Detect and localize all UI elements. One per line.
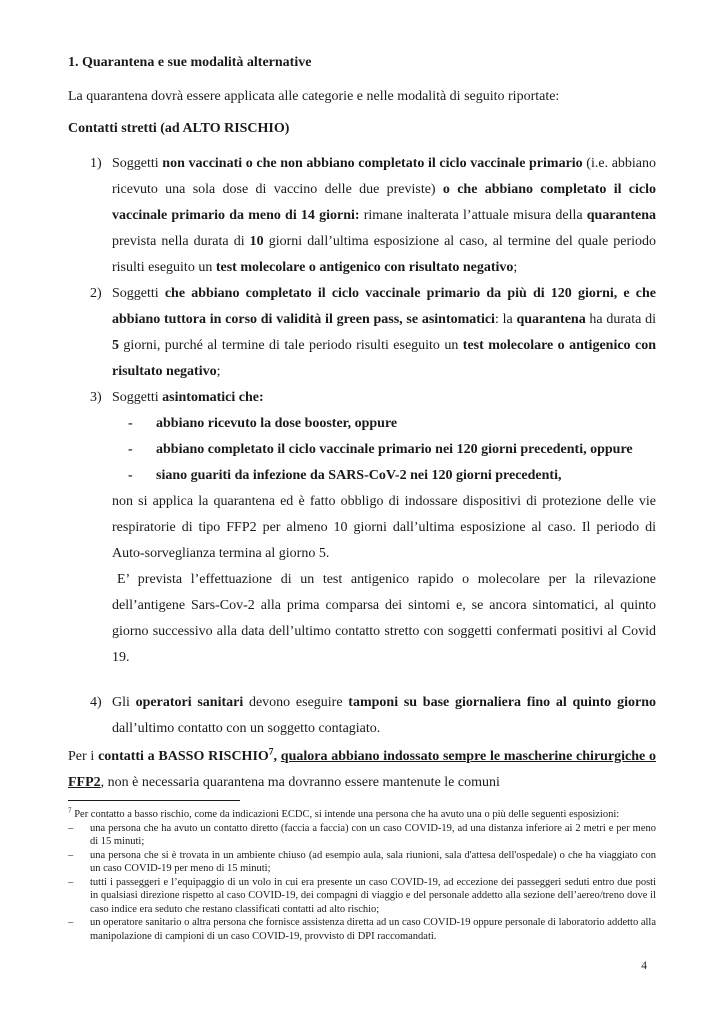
numbered-item-2 — [68, 281, 656, 385]
footnote-dash: – — [68, 822, 74, 834]
item-number: 1) — [90, 156, 102, 171]
document-body — [68, 0, 656, 796]
sub-bullet-2 — [68, 437, 656, 463]
footnote-dash: – — [68, 849, 74, 861]
numbered-item-3 — [68, 385, 656, 411]
footnote-dash: – — [68, 876, 74, 888]
section-heading: 1. Quarantena e sue modalità alternative — [68, 55, 312, 70]
sub-bullet-3 — [68, 463, 656, 489]
footnote-item-2 — [68, 849, 656, 876]
bullet-dash: - — [128, 442, 133, 457]
footnote-item-1 — [68, 822, 656, 849]
sub-bullet-text: abbiano completato il ciclo vaccinale primario nei 120 giorni precedenti, oppure — [156, 442, 633, 457]
sub-bullet-text: abbiano ricevuto la dose booster, oppure — [156, 416, 398, 431]
item-number: 2) — [90, 286, 102, 301]
item-number: 4) — [90, 695, 102, 710]
closing-paragraph: Per i contatti a BASSO RISCHIO$^7$, qualora abbiano indossato sempre le mascherine chirurgiche o FFP2, non è necessaria quarantena ma dovranno essere mantenute le comuni — [68, 747, 657, 790]
item-text: Soggetti asintomatici che: — [112, 390, 264, 405]
numbered-item-4 — [68, 690, 656, 742]
footnote-item-text: una persona che si è trovata in un ambiente chiuso (ad esempio aula, sala riunioni, sala d'attesa dell'ospedale) o che ha viaggiato con un caso COVID-19 per meno di 15 minuti; — [90, 849, 656, 874]
footnote-section — [68, 800, 656, 943]
sub-bullet-1 — [68, 411, 656, 437]
footnote-item-text: una persona che ha avuto un contatto diretto (faccia a faccia) con un caso COVID-19, ad una distanza inferiore ai 2 metri e per meno di 15 minuti; — [90, 822, 656, 847]
section-subheading: Contatti stretti (ad ALTO RISCHIO) — [68, 121, 290, 136]
footnote-item-text: tutti i passeggeri e l’equipaggio di un volo in cui era presente un caso COVID-19, ad eccezione dei passeggeri seduti entro due posti in qualsiasi direzione rispetto al caso COVID-19, dei compagni di viaggio e del personale addetto alla sezione dell’aereo/treno dove il caso indice era seduto che restano classificati contatti ad alto rischio; — [90, 876, 656, 915]
footnote-intro: $^7$ Per contatto a basso rischio, come da indicazioni ECDC, si intende una persona che ha avuto una o più delle seguenti esposizioni: — [68, 806, 620, 820]
bullet-dash: - — [128, 468, 133, 483]
page-number: 4 — [641, 960, 647, 972]
footnote-item-3 — [68, 876, 656, 917]
item-text: Gli operatori sanitari devono eseguire tamponi su base giornaliera fino al quinto giorno dall’ultimo contatto con un soggetto contagiato. — [112, 695, 657, 736]
numbered-item-1 — [68, 151, 656, 281]
item3-continuation-paragraph: non si applica la quarantena ed è fatto obbligo di indossare dispositivi di protezione delle vie respiratorie di tipo FFP2 per almeno 10 giorni dall’ultima esposizione al caso. Il periodo di Auto-sorveglianza termina al giorno 5. — [112, 494, 656, 561]
bullet-dash: - — [128, 416, 133, 431]
footnote-separator — [68, 800, 240, 801]
footnote-item-text: un operatore sanitario o altra persona che fornisce assistenza diretta ad un caso COVID-19 oppure personale di laboratorio addetto alla manipolazione di campioni di un caso COVID-19, provvisto di DPI raccomandati. — [90, 917, 656, 942]
item-text: Soggetti non vaccinati o che non abbiano completato il ciclo vaccinale primario (i.e. abbiano ricevuto una sola dose di vaccino delle due previste) o che abbiano completato il ciclo vaccinale primario da meno di 14 giorni: rimane inalterata l’attuale misura della quarantena prevista nella durata di 10 giorni dall’ultima esposizione al caso, al termine del quale periodo risulti eseguito un test molecolare o antigenico con risultato negativo; — [112, 156, 657, 275]
item3-test-paragraph: E’ prevista l’effettuazione di un test antigenico rapido o molecolare per la rilevazione dell’antigene Sars-Cov-2 alla prima comparsa dei sintomi e, se ancora sintomatici, al quinto giorno successivo alla data dell’ultimo contatto stretto con soggetti confermati positivi al Covid 19. — [112, 572, 656, 665]
sub-bullet-text: siano guariti da infezione da SARS-CoV-2 nei 120 giorni precedenti, — [156, 468, 562, 483]
item-number: 3) — [90, 390, 102, 405]
footnote-dash: – — [68, 917, 74, 928]
footnote-item-4 — [68, 916, 656, 943]
intro-paragraph: La quarantena dovrà essere applicata alle categorie e nelle modalità di seguito riportate: — [68, 89, 560, 104]
item-text: Soggetti che abbiano completato il ciclo vaccinale primario da più di 120 giorni, e che abbiano tuttora in corso di validità il green pass, se asintomatici: la quarantena ha durata di 5 giorni, purché al termine di tale periodo risulti eseguito un test molecolare o antigenico con risultato negativo; — [112, 286, 657, 379]
